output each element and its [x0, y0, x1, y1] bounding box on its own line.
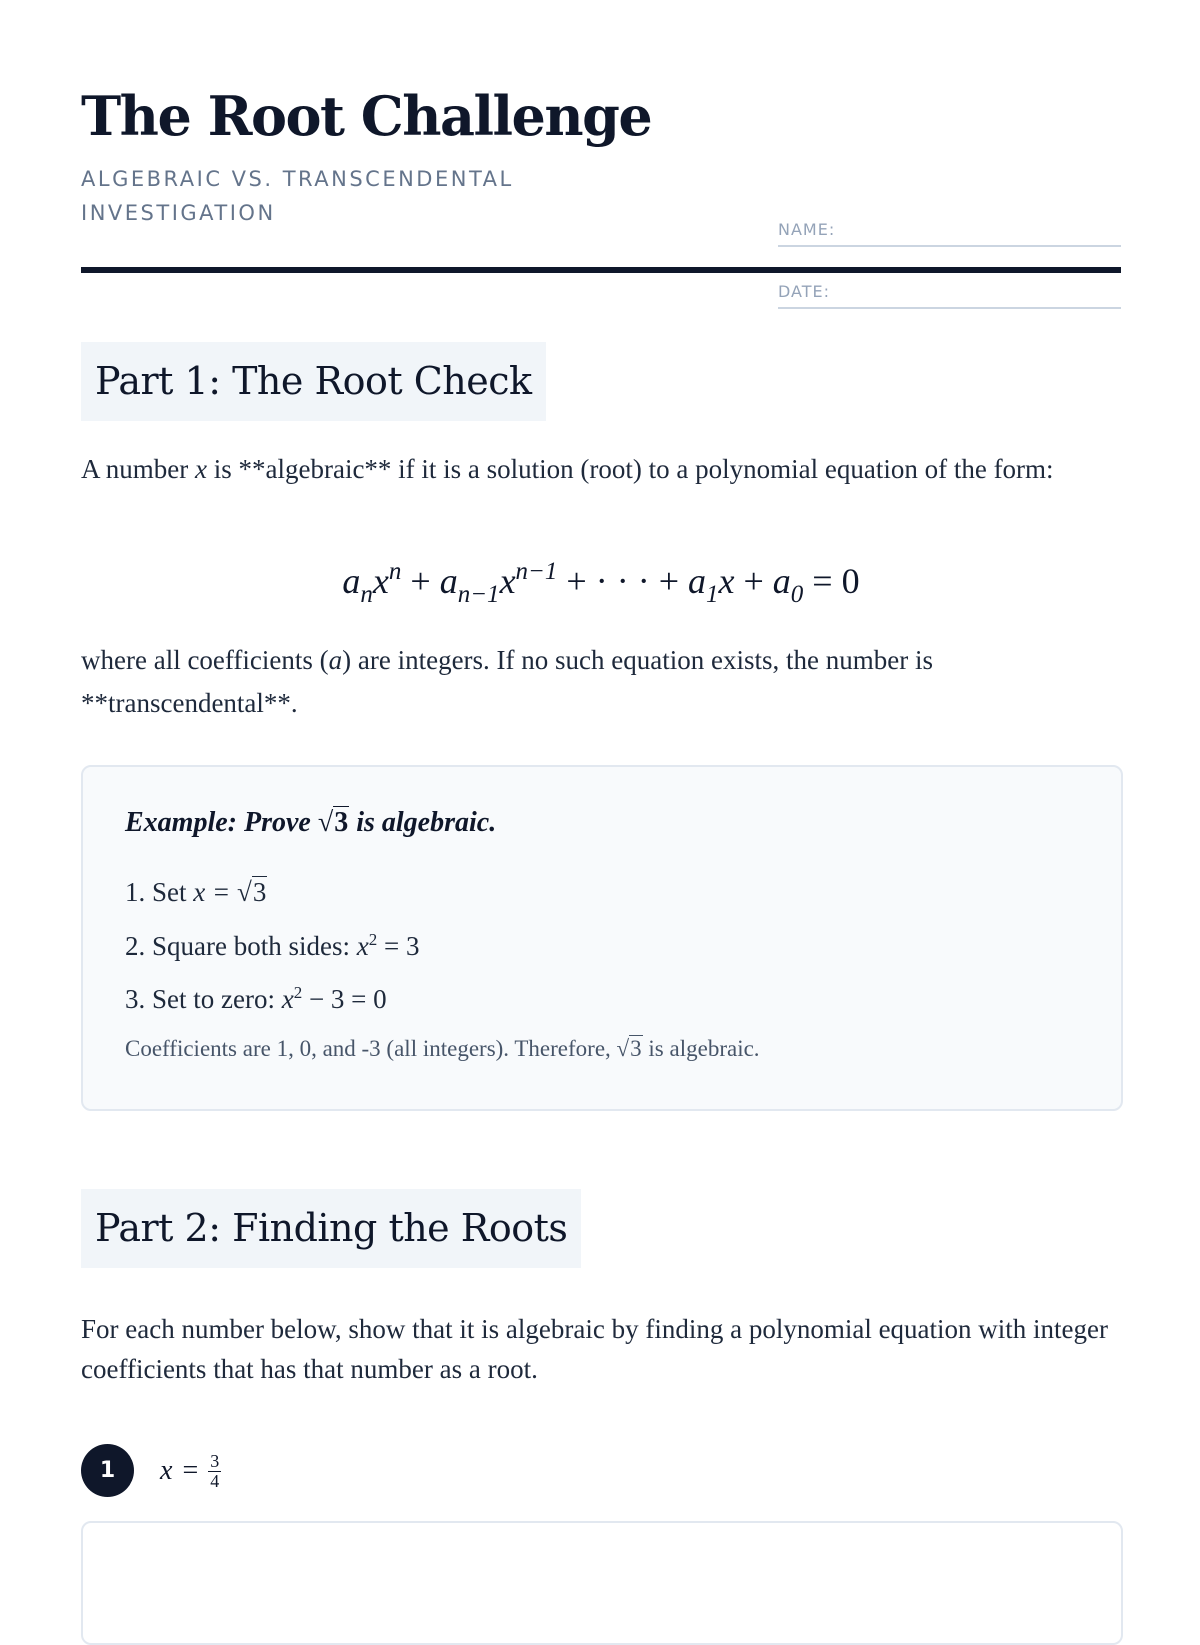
worksheet-header [81, 80, 1121, 301]
part1-heading: Part 1: The Root Check [81, 342, 546, 421]
header-divider [81, 267, 1121, 273]
name-label: NAME: [778, 220, 836, 239]
polynomial-equation: $a_nx^n + a_{n-1}x^{n-1}$ + · · · + $a_1x + a_0 = 0$ [342, 558, 860, 608]
problem-number-badge: 1 [81, 1444, 134, 1497]
page-subtitle: ALGEBRAIC VS. TRANSCENDENTAL INVESTIGATION [81, 167, 514, 225]
page-title: The Root Challenge [81, 84, 652, 148]
fraction: $\frac{3}{4}$ [210, 1450, 220, 1491]
part2-heading: Part 2: Finding the Roots [81, 1189, 581, 1268]
definition-paragraph: A number x is **algebraic** if it is a solution (root) to a polynomial equation of the form: [81, 454, 1054, 484]
transcendental-paragraph: where all coefficients (a) are integers. If no such equation exists, the number is **transcendental**. [81, 645, 933, 718]
sqrt-symbol: √3 [317, 807, 349, 838]
variable-x: x [195, 454, 207, 484]
example-title: Example: Prove √3 is algebraic. [125, 807, 497, 838]
example-step-3: 3. Set to zero: $x^2 - 3 = 0$ [125, 983, 387, 1014]
problem-1-answer-box[interactable] [81, 1521, 1123, 1645]
example-step-2: 2. Square both sides: $x^2 = 3$ [125, 930, 420, 961]
problem-1-expression: x = $\frac{3}{4}$ [160, 1450, 220, 1491]
date-label: DATE: [778, 282, 831, 301]
name-field[interactable] [778, 213, 1121, 247]
date-field[interactable] [778, 275, 1121, 309]
example-conclusion: Coefficients are 1, 0, and -3 (all integers). Therefore, √3 is algebraic. [125, 1036, 760, 1061]
example-step-1: 1. Set x = √3 [125, 877, 267, 907]
part2-instructions: For each number below, show that it is algebraic by finding a polynomial equation with integer coefficients that has that number as a root. [81, 1314, 1109, 1384]
example-box [81, 765, 1123, 1111]
